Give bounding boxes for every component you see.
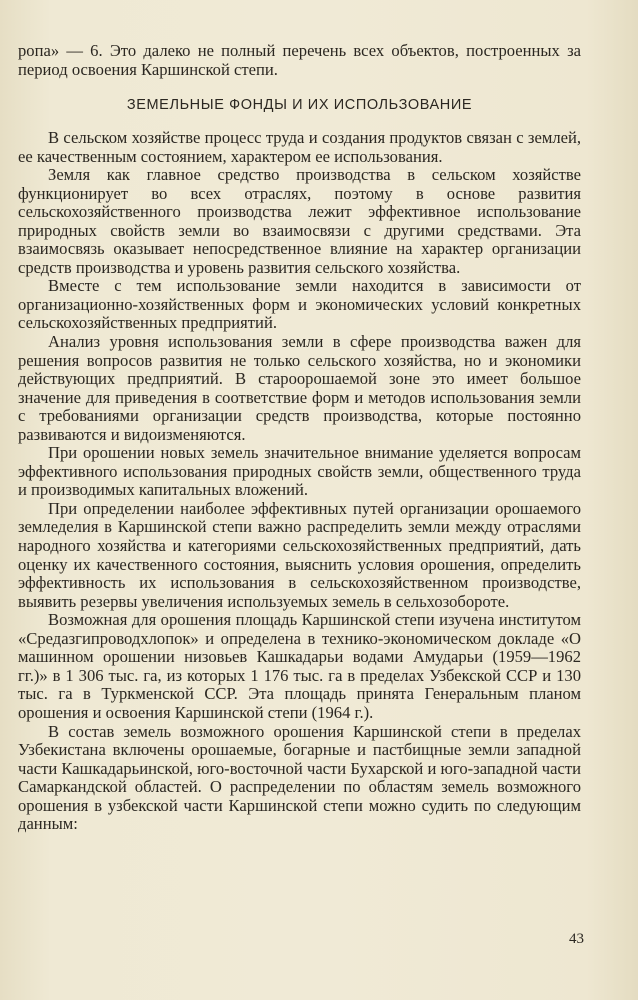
paragraph: Анализ уровня использования земли в сфере производства важен для решения вопросов развития не только сельского хозяйства, но и экономики действующих предприятий. В староорошаемой зоне это имеет большое значение для приведения в соответствие форм и методов использования земли с требованиями организации средств производства, которые постоянно развиваются и видоизменяются. xyxy=(18,332,581,444)
page-number: 43 xyxy=(569,931,584,947)
paragraph: Возможная для орошения площадь Каршинской степи изучена институтом «Средазгипроводхлопок» и определена в технико-экономическом докладе «О машинном орошении низовьев Кашкадарьи водами Амударьи (1959—1962 гг.)» в 1 306 тыс. га, из которых 1 176 тыс. га в пределах Узбекской ССР и 130 тыс. га в Туркменской ССР. Эта площадь принята Генеральным планом орошения и освоения Каршинской степи (1964 г.). xyxy=(18,610,581,722)
paragraph: При определении наиболее эффективных путей организации орошаемого земледелия в Каршинской степи важно распределить земли между отраслями народного хозяйства и категориями сельскохозяйственных предприятий, дать оценку их качественного состояния, выяснить условия орошения, определить эффективность их использования в сельскохозяйственном производстве, выявить резервы увеличения используемых земель в сельхозобороте. xyxy=(18,498,581,611)
paragraph: В сельском хозяйстве процесс труда и создания продуктов связан с землей, ее качественным состоянием, характером ее использования. xyxy=(18,128,581,166)
body-text xyxy=(18,129,581,834)
paragraph: При орошении новых земель значительное внимание уделяется вопросам эффективного использования природных свойств земли, общественного труда и производимых капитальных вложений. xyxy=(18,443,581,500)
intro-text xyxy=(18,42,581,79)
paragraph: В состав земель возможного орошения Каршинской степи в пределах Узбекистана включены орошаемые, богарные и пастбищные земли западной части Кашкадарьинской, юго-восточной части Бухарской и юго-западной части Самаркандской областей. О распределении по областям земель возможного орошения в узбекской части Каршинской степи можно судить по следующим данным: xyxy=(18,721,581,834)
paragraph: Вместе с тем использование земли находится в зависимости от организационно-хозяйственных форм и экономических условий конкретных сельскохозяйственных предприятий. xyxy=(18,276,581,333)
intro-paragraph: ропа» — 6. Это далеко не полный перечень всех объектов, построенных за период освоения Каршинской степи. xyxy=(18,41,581,79)
paragraph: Земля как главное средство производства в сельском хозяйстве функционирует во всех отраслях, поэтому в основе развития сельскохозяйственного производства лежит эффективное использование природных свойств земли во взаимосвязи с другими средствами. Эта взаимосвязь оказывает непосредственное влияние на характер организации средств производства и уровень развития сельского хозяйства. xyxy=(18,165,581,277)
section-heading: ЗЕМЕЛЬНЫЕ ФОНДЫ И ИХ ИСПОЛЬЗОВАНИЕ xyxy=(126,97,473,113)
